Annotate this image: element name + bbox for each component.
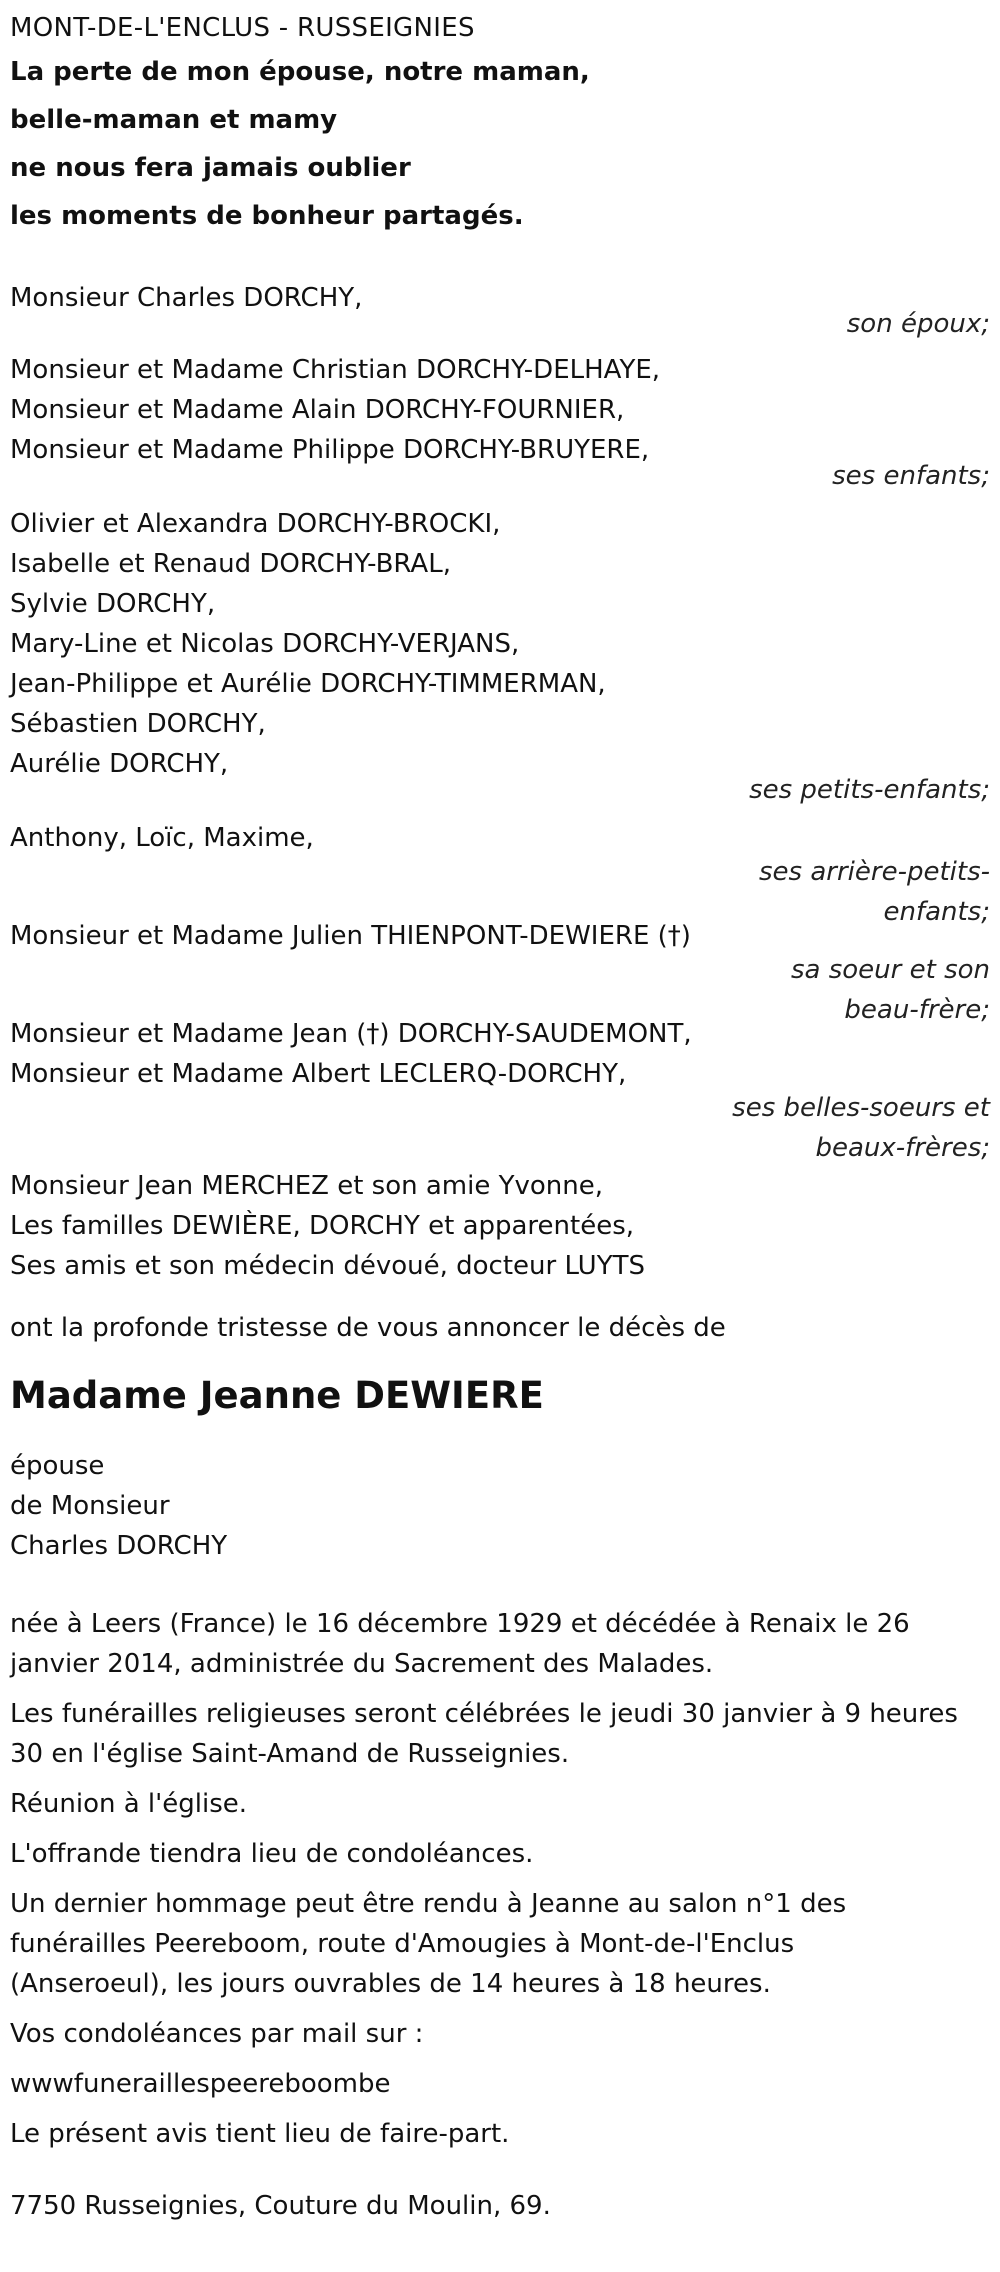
family-name: Sébastien DORCHY,: [10, 709, 266, 739]
family-name: Jean-Philippe et Aurélie DORCHY-TIMMERMAN,: [10, 669, 606, 699]
spouse-line: de Monsieur: [10, 1491, 170, 1521]
family-group-sister: [10, 916, 990, 1030]
location-header: MONT-DE-L'ENCLUS - RUSSEIGNIES: [10, 13, 475, 43]
family-role: ses petits-enfants;: [749, 775, 990, 805]
family-name: Monsieur et Madame Alain DORCHY-FOURNIER,: [10, 395, 625, 425]
others-group: [10, 1166, 990, 1286]
offering-paragraph: L'offrande tiendra lieu de condoléances.: [10, 1839, 534, 1869]
others-line: Monsieur Jean MERCHEZ et son amie Yvonne,: [10, 1171, 603, 1201]
tribute-paragraph: Un dernier hommage peut être rendu à Jeanne au salon n°1 des funérailles Peereboom, route d'Amougies à Mont-de-l'Enclus (Anseroeul), les jours ouvrables de 14 heures à 18 heures.: [10, 1889, 847, 1999]
family-group-children: [10, 350, 990, 496]
family-role: son époux;: [846, 309, 990, 339]
family-name: Anthony, Loïc, Maxime,: [10, 823, 314, 853]
family-role: enfants;: [883, 897, 990, 927]
spouse-line: Charles DORCHY: [10, 1531, 228, 1561]
announcement-text: ont la profonde tristesse de vous annoncer le décès de: [10, 1313, 726, 1343]
spacer: [10, 2164, 990, 2186]
address-line: 7750 Russeignies, Couture du Moulin, 69.: [10, 2191, 551, 2221]
family-group-spouse: [10, 278, 990, 344]
deceased-name: Madame Jeanne DEWIERE: [10, 1374, 544, 1417]
spouse-line: épouse: [10, 1451, 105, 1481]
family-name: Sylvie DORCHY,: [10, 589, 216, 619]
others-line: Ses amis et son médecin dévoué, docteur LUYTS: [10, 1251, 645, 1281]
obituary-column: [10, 8, 990, 2226]
condolences-paragraph: Vos condoléances par mail sur :: [10, 2019, 424, 2049]
meeting-paragraph: Réunion à l'église.: [10, 1789, 248, 1819]
spacer: [10, 1424, 990, 1446]
birth-death-paragraph: née à Leers (France) le 16 décembre 1929 et décédée à Renaix le 26 janvier 2014, administrée du Sacrement des Malades.: [10, 1609, 910, 1679]
notice-paragraph: Le présent avis tient lieu de faire-part.: [10, 2119, 510, 2149]
details-section: [10, 1604, 990, 2154]
family-role: ses belles-soeurs et: [732, 1093, 990, 1123]
family-name: Monsieur et Madame Christian DORCHY-DELHAYE,: [10, 355, 661, 385]
intro-line: ne nous fera jamais oublier: [10, 153, 411, 183]
family-role: ses enfants;: [832, 461, 990, 491]
family-group-in-laws: [10, 1014, 990, 1168]
family-name: Monsieur et Madame Philippe DORCHY-BRUYERE,: [10, 435, 650, 465]
family-role: beau-frère;: [844, 995, 990, 1025]
family-group-great-grandchildren: [10, 818, 990, 932]
spouse-reference: [10, 1446, 990, 1566]
family-name: Monsieur et Madame Julien THIENPONT-DEWIERE (†): [10, 921, 691, 951]
others-line: Les familles DEWIÈRE, DORCHY et apparentées,: [10, 1211, 635, 1241]
intro-verse: [10, 48, 990, 240]
family-name: Monsieur et Madame Jean (†) DORCHY-SAUDEMONT,: [10, 1019, 692, 1049]
condolences-website: wwwfuneraillespeereboombe: [10, 2069, 391, 2099]
spacer: [10, 1286, 990, 1308]
family-name: Isabelle et Renaud DORCHY-BRAL,: [10, 549, 451, 579]
family-name: Mary-Line et Nicolas DORCHY-VERJANS,: [10, 629, 520, 659]
intro-line: La perte de mon épouse, notre maman,: [10, 57, 590, 87]
intro-line: belle-maman et mamy: [10, 105, 338, 135]
family-name: Monsieur Charles DORCHY,: [10, 283, 363, 313]
intro-line: les moments de bonheur partagés.: [10, 201, 524, 231]
funeral-paragraph: Les funérailles religieuses seront célébrées le jeudi 30 janvier à 9 heures 30 en l'église Saint-Amand de Russeignies.: [10, 1699, 958, 1769]
spacer: [10, 240, 990, 278]
family-role: sa soeur et son: [790, 955, 990, 985]
family-name: Olivier et Alexandra DORCHY-BROCKI,: [10, 509, 501, 539]
family-group-grandchildren: [10, 504, 990, 810]
family-role: ses arrière-petits-: [759, 857, 990, 887]
spacer: [10, 1348, 990, 1368]
family-name: Aurélie DORCHY,: [10, 749, 229, 779]
family-name: Monsieur et Madame Albert LECLERQ-DORCHY,: [10, 1059, 627, 1089]
family-role: beaux-frères;: [815, 1133, 990, 1163]
spacer: [10, 1566, 990, 1604]
